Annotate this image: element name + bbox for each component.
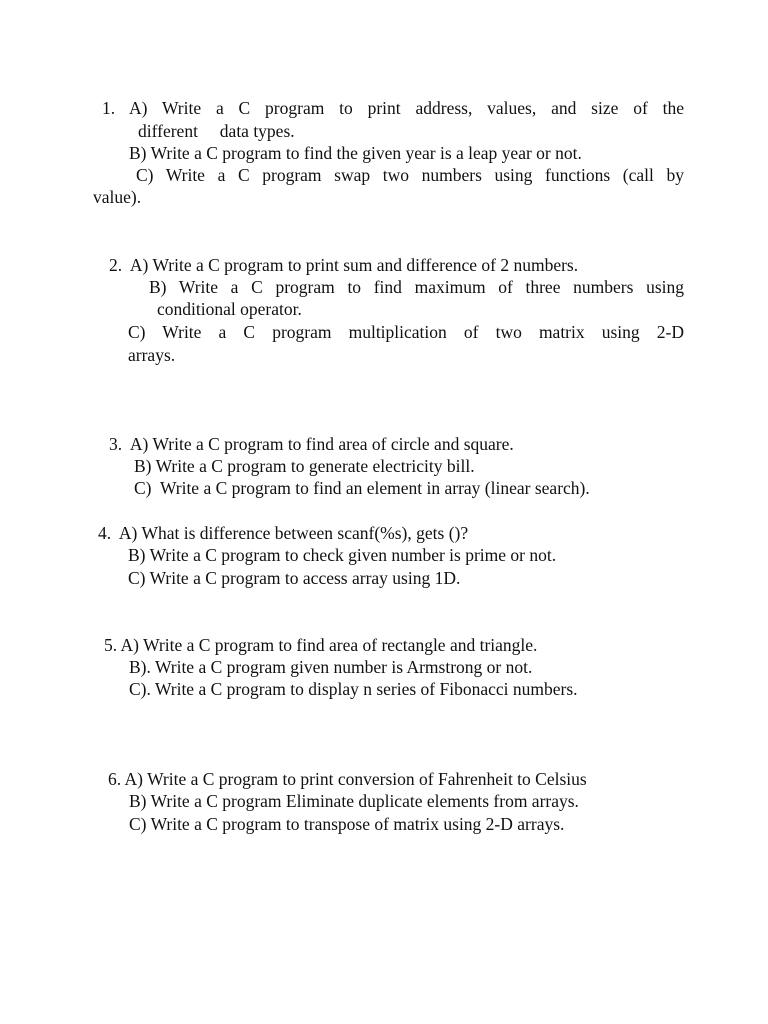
q3-part-a-label: A) bbox=[129, 434, 149, 454]
q4-part-a-label: A) bbox=[118, 523, 138, 543]
q2-number: 2. bbox=[109, 255, 123, 275]
q5-part-a-label: A) bbox=[120, 635, 140, 655]
q6-part-c-text: Write a C program to transpose of matrix using 2-D arrays. bbox=[150, 814, 565, 834]
q1-part-c-label: C) bbox=[136, 165, 154, 185]
q5-part-c-label: C). bbox=[129, 679, 151, 699]
q5-part-b-label: B). bbox=[129, 657, 151, 677]
q3-part-b-label: B) bbox=[134, 456, 152, 476]
q6-part-b-text: Write a C program Eliminate duplicate elements from arrays. bbox=[150, 791, 579, 811]
q1-part-c-line-2: value). bbox=[93, 187, 142, 207]
q1-part-a-line-1 bbox=[102, 97, 684, 119]
q1-part-b-text: Write a C program to find the given year is a leap year or not. bbox=[150, 143, 582, 163]
q1-part-c-line-1 bbox=[136, 164, 684, 186]
q1-part-a-text: Write a C program to print address, values, and size of the bbox=[161, 98, 684, 118]
q2-part-c-label: C) bbox=[128, 322, 146, 342]
q4-part-b-label: B) bbox=[128, 545, 146, 565]
q1-part-a-line-2: different data types. bbox=[138, 121, 295, 141]
q3-part-c-label: C) bbox=[134, 478, 152, 498]
q5-part-a bbox=[104, 634, 537, 656]
q2-part-a bbox=[109, 254, 578, 276]
q5-part-c-text: Write a C program to display n series of Fibonacci numbers. bbox=[154, 679, 578, 699]
q2-part-a-text: Write a C program to print sum and difference of 2 numbers. bbox=[152, 255, 579, 275]
q2-part-b-label: B) bbox=[149, 277, 167, 297]
q4-part-b bbox=[128, 544, 556, 566]
q4-part-a-text: What is difference between scanf(%s), gets ()? bbox=[141, 523, 469, 543]
q6-part-b-label: B) bbox=[129, 791, 147, 811]
q3-part-b-text: Write a C program to generate electricity bill. bbox=[155, 456, 475, 476]
q3-part-c bbox=[134, 477, 590, 499]
q6-part-c-label: C) bbox=[129, 814, 147, 834]
q4-part-c-text: Write a C program to access array using 1D. bbox=[149, 568, 461, 588]
q2-part-c-text: Write a C program multiplication of two matrix using 2-D bbox=[162, 322, 684, 342]
q1-part-b bbox=[129, 142, 582, 164]
q3-part-b bbox=[134, 455, 475, 477]
q3-part-c-text: Write a C program to find an element in array (linear search). bbox=[159, 478, 590, 498]
q1-number: 1. bbox=[102, 98, 116, 118]
q4-part-a bbox=[98, 522, 468, 544]
q1-part-b-label: B) bbox=[129, 143, 147, 163]
q3-part-a bbox=[109, 433, 514, 455]
q2-part-a-label: A) bbox=[129, 255, 149, 275]
q6-part-a-label: A) bbox=[124, 769, 144, 789]
q2-part-c-line-2: arrays. bbox=[128, 345, 176, 365]
q4-part-b-text: Write a C program to check given number is prime or not. bbox=[149, 545, 557, 565]
q6-number: 6. bbox=[108, 769, 122, 789]
q3-part-a-text: Write a C program to find area of circle and square. bbox=[152, 434, 514, 454]
q6-part-b bbox=[129, 790, 579, 812]
q3-number: 3. bbox=[109, 434, 123, 454]
q5-part-a-text: Write a C program to find area of rectangle and triangle. bbox=[143, 635, 538, 655]
q1-part-c-text: Write a C program swap two numbers using functions (call by bbox=[165, 165, 685, 185]
q6-part-c bbox=[129, 813, 564, 835]
q4-part-c bbox=[128, 567, 460, 589]
q6-part-a bbox=[108, 768, 587, 790]
q2-part-c-line-1 bbox=[128, 321, 684, 343]
q2-part-b-line-1 bbox=[149, 276, 684, 298]
q4-number: 4. bbox=[98, 523, 112, 543]
q5-number: 5. bbox=[104, 635, 118, 655]
q5-part-c bbox=[129, 678, 578, 700]
q6-part-a-text: Write a C program to print conversion of Fahrenheit to Celsius bbox=[147, 769, 587, 789]
q5-part-b bbox=[129, 656, 532, 678]
q4-part-c-label: C) bbox=[128, 568, 146, 588]
q2-part-b-line-2: conditional operator. bbox=[157, 299, 302, 319]
q2-part-b-text: Write a C program to find maximum of three numbers using bbox=[178, 277, 685, 297]
q1-part-a-label: A) bbox=[129, 98, 148, 118]
q5-part-b-text: Write a C program given number is Armstrong or not. bbox=[154, 657, 533, 677]
